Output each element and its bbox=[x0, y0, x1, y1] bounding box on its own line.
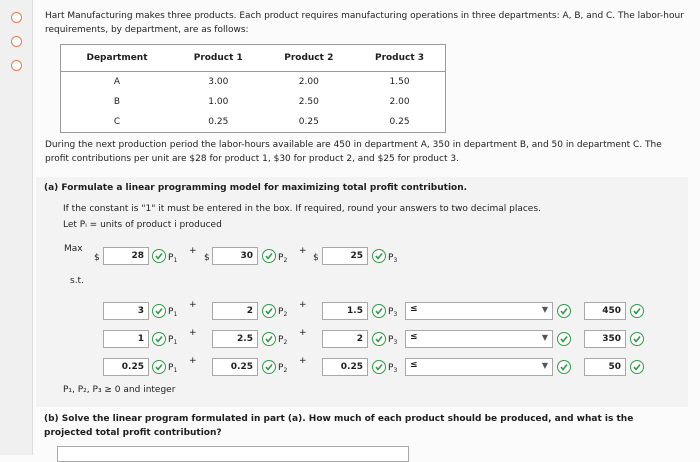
plus-sign: + bbox=[299, 246, 307, 256]
var-p1: $P_1$ bbox=[168, 335, 178, 346]
constraint2-sign-select[interactable]: ≤ ▼ bbox=[405, 330, 553, 348]
var-p3: $P_3$ bbox=[388, 363, 398, 374]
left-margin bbox=[0, 0, 33, 455]
plus-sign: + bbox=[189, 356, 197, 366]
objective-coef-3[interactable]: 25 bbox=[322, 247, 368, 265]
var-p2: $P_2$ bbox=[278, 335, 288, 346]
objective-coef-2[interactable]: 30 bbox=[212, 247, 258, 265]
var-p3: $P_3$ bbox=[388, 335, 398, 346]
check-icon bbox=[630, 304, 644, 318]
constraint2-coef-2[interactable]: 2.5 bbox=[212, 330, 258, 348]
var-p1: $P_1$ bbox=[168, 307, 178, 318]
plus-sign: + bbox=[299, 356, 307, 366]
check-icon bbox=[557, 332, 571, 346]
check-icon bbox=[262, 332, 276, 346]
table-row bbox=[61, 72, 446, 93]
constraint3-rhs[interactable]: 50 bbox=[584, 358, 626, 376]
plus-sign: + bbox=[299, 300, 307, 310]
plus-sign: + bbox=[189, 246, 197, 256]
constraint3-coef-1[interactable]: 0.25 bbox=[103, 358, 149, 376]
table-cell: 0.25 bbox=[389, 117, 410, 127]
check-icon bbox=[262, 249, 276, 263]
var-p2: $P_2$ bbox=[278, 363, 288, 374]
table-cell: 1.00 bbox=[208, 97, 229, 107]
table-cell: 3.00 bbox=[208, 77, 229, 87]
nonnegativity: P₁, P₂, P₃ ≥ 0 and integer bbox=[63, 385, 176, 395]
chevron-down-icon: ▼ bbox=[541, 305, 548, 314]
radio-option-1[interactable] bbox=[11, 12, 22, 23]
check-icon bbox=[557, 360, 571, 374]
objective-coef-1[interactable]: 28 bbox=[103, 247, 149, 265]
part-a-title: (a) Formulate a linear programming model for maximizing total profit contribution. bbox=[44, 183, 468, 193]
check-icon bbox=[630, 360, 644, 374]
constraint1-coef-2[interactable]: 2 bbox=[212, 302, 258, 320]
var-p3: $P_3$ bbox=[388, 253, 398, 264]
chevron-down-icon: ▼ bbox=[541, 333, 548, 342]
table-cell: 0.25 bbox=[208, 117, 229, 127]
plus-sign: + bbox=[189, 328, 197, 338]
constraint2-coef-1[interactable]: 1 bbox=[103, 330, 149, 348]
table-row bbox=[61, 92, 446, 112]
constraint3-coef-2[interactable]: 0.25 bbox=[212, 358, 258, 376]
table-cell: A bbox=[113, 77, 121, 87]
radio-option-3[interactable] bbox=[11, 60, 22, 71]
check-icon bbox=[152, 332, 166, 346]
table-cell: 2.00 bbox=[389, 97, 410, 107]
table-header: Product 1 bbox=[173, 45, 264, 72]
constraint2-coef-3[interactable]: 2 bbox=[322, 330, 368, 348]
table-header: Product 3 bbox=[354, 45, 445, 72]
dollar-sign: $ bbox=[204, 253, 210, 263]
problem-text-2: During the next production period the labor-hours available are 450 in department A, 350 in department B, and 50 in department C. The profit contributions per unit are $28 for product 1, $30 for product 2, and $25 for product 3. bbox=[45, 140, 662, 164]
table-header: Department bbox=[61, 45, 174, 72]
constraint1-coef-3[interactable]: 1.5 bbox=[322, 302, 368, 320]
constraint1-coef-1[interactable]: 3 bbox=[103, 302, 149, 320]
dollar-sign: $ bbox=[313, 253, 319, 263]
table-cell: 2.00 bbox=[298, 77, 319, 87]
part-b-text: (b) Solve the linear program formulated in part (a). How much of each product should be produced, and what is the projected total profit contribution? bbox=[44, 414, 634, 438]
table-cell: 0.25 bbox=[298, 117, 319, 127]
labor-hours-table bbox=[60, 44, 446, 133]
plus-sign: + bbox=[189, 300, 197, 310]
check-icon bbox=[372, 249, 386, 263]
constraint1-rhs[interactable]: 450 bbox=[584, 302, 626, 320]
st-label: s.t. bbox=[70, 276, 84, 286]
table-cell: C bbox=[113, 117, 121, 127]
var-p1: $P_1$ bbox=[168, 363, 178, 374]
max-label: Max bbox=[64, 244, 83, 254]
dollar-sign: $ bbox=[94, 253, 100, 263]
var-p3: $P_3$ bbox=[388, 307, 398, 318]
check-icon bbox=[152, 360, 166, 374]
check-icon bbox=[262, 304, 276, 318]
constraint3-coef-3[interactable]: 0.25 bbox=[322, 358, 368, 376]
chevron-down-icon: ▼ bbox=[541, 361, 548, 370]
table-cell: 2.50 bbox=[298, 97, 319, 107]
table-header: Product 2 bbox=[264, 45, 355, 72]
check-icon bbox=[372, 332, 386, 346]
var-p2: $P_2$ bbox=[278, 307, 288, 318]
table-cell: 1.50 bbox=[389, 77, 410, 87]
constraint2-rhs[interactable]: 350 bbox=[584, 330, 626, 348]
variable-definition: Let Pᵢ = units of product i produced bbox=[63, 220, 222, 230]
check-icon bbox=[372, 360, 386, 374]
var-p2: $P_2$ bbox=[278, 253, 288, 264]
radio-option-2[interactable] bbox=[11, 36, 22, 47]
check-icon bbox=[372, 304, 386, 318]
constraint3-sign-select[interactable]: ≤ ▼ bbox=[405, 358, 553, 376]
check-icon bbox=[262, 360, 276, 374]
constraint1-sign-select[interactable]: ≤ ▼ bbox=[405, 302, 553, 320]
check-icon bbox=[630, 332, 644, 346]
problem-text: Hart Manufacturing makes three products. Each product requires manufacturing operations in three departments: A, B, and C. The labor-hour requirements, by department, are as follows: bbox=[45, 11, 684, 35]
part-b-answer-box[interactable] bbox=[57, 446, 409, 462]
check-icon bbox=[152, 304, 166, 318]
var-p1: $P_1$ bbox=[168, 253, 178, 264]
table-row bbox=[61, 112, 446, 133]
check-icon bbox=[557, 304, 571, 318]
instruction-text: If the constant is "1" it must be entered in the box. If required, round your answers to two decimal places. bbox=[63, 204, 541, 214]
plus-sign: + bbox=[299, 328, 307, 338]
table-cell: B bbox=[113, 97, 121, 107]
check-icon bbox=[152, 249, 166, 263]
